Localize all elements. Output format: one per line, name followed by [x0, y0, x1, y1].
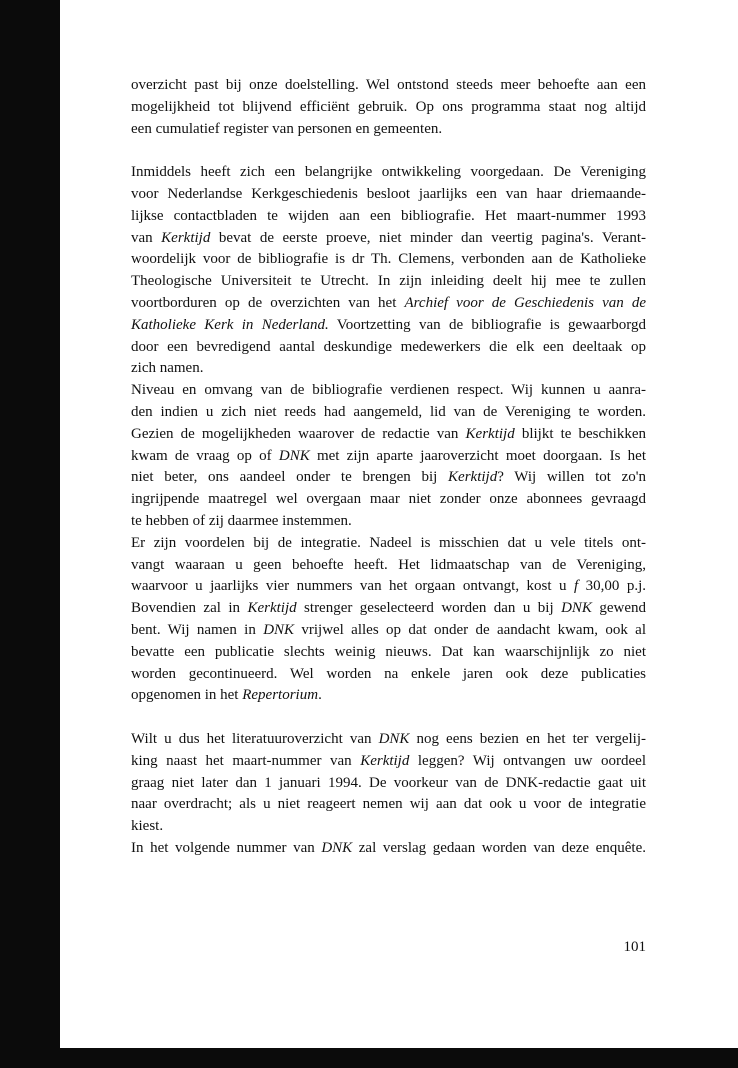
text-line: naar overdracht; als u niet reageert nemen wij aan dat ook u voor de integratie	[131, 796, 646, 813]
text-line: bevatte een publicatie slechts weinig nieuws. Dat kan waarschijnlijk zo niet	[131, 643, 646, 660]
text-line: te hebben of zij daarmee instemmen.	[131, 512, 352, 529]
text-line: Katholieke Kerk in Nederland. Voortzetting van de bibliografie is gewaarborgd	[131, 316, 646, 333]
text-line: graag niet later dan 1 januari 1994. De voorkeur van de DNK-redactie gaat uit	[131, 774, 646, 791]
scan-border-left	[0, 0, 60, 1068]
paragraph-gap	[131, 707, 646, 729]
text-line: mogelijkheid tot blijvend efficiënt gebruik. Op ons programma staat nog altijd	[131, 98, 646, 115]
paragraph-voordelen	[131, 533, 646, 707]
paragraph-gap	[131, 140, 646, 162]
paragraph-niveau	[131, 380, 646, 533]
text-line: een cumulatief register van personen en gemeenten.	[131, 120, 443, 137]
text-line: van Kerktijd bevat de eerste proeve, niet minder dan veertig pagina's. Verant-	[131, 229, 646, 246]
body-text	[131, 75, 646, 860]
text-line: waarvoor u jaarlijks vier nummers van het orgaan ontvangt, kost u f 30,00 p.j.	[131, 578, 647, 595]
text-line: Wilt u dus het literatuuroverzicht van DNK nog eens bezien en het ter vergelij-	[131, 730, 646, 747]
text-line: kiest.	[131, 818, 164, 835]
text-line: niet beter, ons aandeel onder te brengen bij Kerktijd? Wij willen tot zo'n	[131, 469, 646, 486]
text-line: Inmiddels heeft zich een belangrijke ontwikkeling voorgedaan. De Vereniging	[131, 164, 646, 181]
text-line: kwam de vraag op of DNK met zijn aparte jaaroverzicht moet doorgaan. Is het	[131, 447, 647, 464]
text-line: overzicht past bij onze doelstelling. Wel ontstond steeds meer behoefte aan een	[131, 77, 646, 93]
text-line: Gezien de mogelijkheden waarover de redactie van Kerktijd blijkt te beschikken	[131, 425, 646, 442]
scan-border-bottom	[60, 1048, 738, 1068]
text-line: king naast het maart-nummer van Kerktijd leggen? Wij ontvangen uw oordeel	[131, 752, 646, 769]
text-line: zich namen.	[131, 360, 204, 377]
text-line: vangt waaraan u geen behoefte heeft. Het lidmaatschap van de Vereniging,	[131, 556, 646, 573]
text-line: woordelijk voor de bibliografie is dr Th. Clemens, verbonden aan de Katholieke	[131, 251, 646, 268]
text-line: worden gecontinueerd. Wel worden na enkele jaren ook deze publicaties	[131, 665, 646, 682]
paragraph-development	[131, 162, 646, 380]
text-line: ingrijpende maatregel wel overgaan maar niet zonder onze abonnees gevraagd	[131, 491, 646, 508]
text-line: door een bevredigend aantal deskundige medewerkers die elk een deeltaak op	[131, 338, 646, 355]
paragraph-intro-continuation	[131, 75, 646, 140]
text-line: Er zijn voordelen bij de integratie. Nadeel is misschien dat u vele titels ont-	[131, 534, 646, 551]
page-number: 101	[623, 939, 646, 955]
paragraph-enquiry	[131, 729, 646, 838]
text-line: voor Nederlandse Kerkgeschiedenis besloot jaarlijks een van haar driemaande-	[131, 185, 646, 202]
text-line: den indien u zich niet reeds had aangemeld, lid van de Vereniging te worden.	[131, 403, 646, 420]
text-line: Niveau en omvang van de bibliografie verdienen respect. Wij kunnen u aanra-	[131, 382, 646, 399]
text-line: opgenomen in het Repertorium.	[131, 687, 322, 704]
text-line: In het volgende nummer van DNK zal verslag gedaan worden van deze enquête.	[131, 839, 647, 856]
text-line: Theologische Universiteit te Utrecht. In zijn inleiding deelt hij mee te zullen	[131, 273, 646, 290]
paragraph-closing	[131, 838, 646, 860]
text-line: bent. Wij namen in DNK vrijwel alles op dat onder de aandacht kwam, ook al	[131, 621, 646, 638]
text-line: lijkse contactbladen te wijden aan een bibliografie. Het maart-nummer 1993	[131, 207, 646, 224]
text-line: Bovendien zal in Kerktijd strenger geselecteerd worden dan u bij DNK gewend	[131, 600, 647, 617]
text-line: voortborduren op de overzichten van het Archief voor de Geschiedenis van de	[131, 294, 646, 311]
